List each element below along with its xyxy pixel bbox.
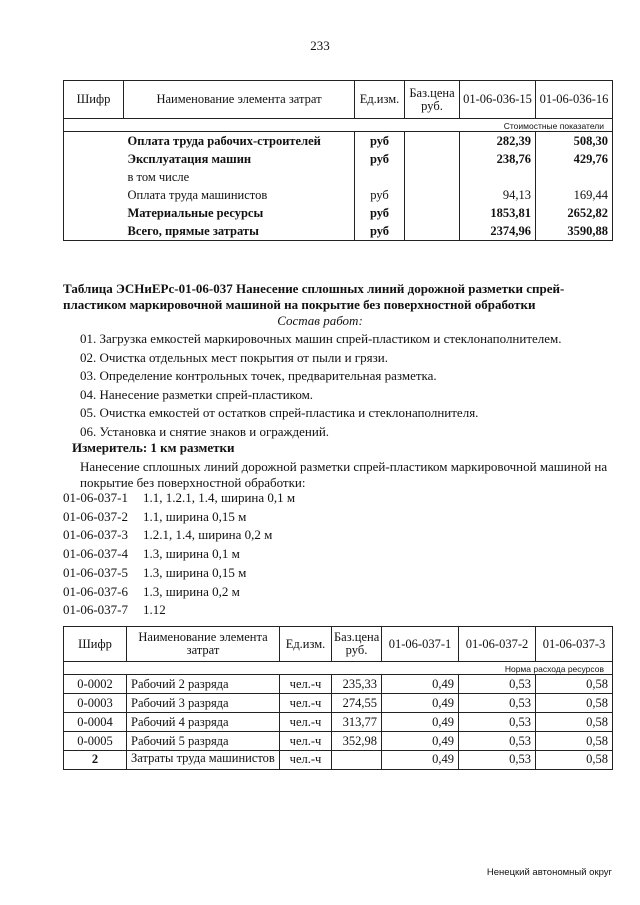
- cell-col-b: 0,53: [459, 751, 536, 770]
- cell-col-c: 0,58: [536, 713, 613, 732]
- cell-empty: [64, 186, 124, 204]
- table-row: [64, 204, 613, 222]
- cell-code: 0-0005: [64, 732, 127, 751]
- table-row: [64, 713, 613, 732]
- t2-header-col-c: 01-06-037-3: [536, 627, 613, 662]
- cell-col-b: 0,53: [459, 713, 536, 732]
- cell-col-b: 0,53: [459, 732, 536, 751]
- cell-name: Рабочий 5 разряда: [127, 732, 280, 751]
- cell-col-b: 169,44: [536, 186, 613, 204]
- work-item: 04. Нанесение разметки спрей-пластиком.: [80, 386, 314, 402]
- cell-col-b: 429,76: [536, 150, 613, 168]
- t2-header-col-b: 01-06-037-2: [459, 627, 536, 662]
- cell-base-price: [332, 751, 382, 770]
- code-id: 01-06-037-6: [63, 583, 128, 599]
- cell-unit: руб: [355, 132, 405, 151]
- cell-empty: [64, 132, 124, 151]
- cell-base-price: 352,98: [332, 732, 382, 751]
- table-row: [64, 186, 613, 204]
- t1-header-code: Шифр: [64, 81, 124, 119]
- code-id: 01-06-037-1: [63, 490, 128, 505]
- t2-header-col-a: 01-06-037-1: [382, 627, 459, 662]
- code-line: [63, 490, 295, 506]
- footer-region: Ненецкий автономный округ: [486, 867, 612, 878]
- table-row: [64, 222, 613, 241]
- code-id: 01-06-037-5: [63, 564, 128, 580]
- cell-col-a: 238,76: [460, 150, 536, 168]
- cell-col-b: 3590,88: [536, 222, 613, 241]
- table-row: [64, 751, 613, 770]
- description: Нанесение сплошных линий дорожной разметки спрей-пластиком маркировочной машиной на покрытие без поверхностной обработки:: [80, 459, 608, 490]
- code-id: 01-06-037-4: [63, 546, 128, 562]
- work-item: 01. Загрузка емкостей маркировочных машин спрей-пластиком и стеклонаполнителем.: [80, 331, 562, 346]
- t1-note: Стоимостные показатели: [64, 119, 613, 132]
- resource-norms-table: [63, 626, 613, 770]
- measurer: Измеритель: 1 км разметки: [72, 440, 235, 455]
- code-line: [63, 602, 166, 618]
- cell-col-c: 0,58: [536, 694, 613, 713]
- code-line: [63, 584, 240, 600]
- t2-note: Норма расхода ресурсов: [64, 662, 613, 675]
- cell-name: в том числе: [124, 168, 355, 186]
- code-desc: 1.1, 1.2.1, 1.4, ширина 0,1 м: [143, 490, 296, 505]
- cell-col-a: 94,13: [460, 186, 536, 204]
- section-title: Таблица ЭСНиЕРс-01-06-037 Нанесение сплошных линий дорожной разметки спрей-пластиком маркировочной машиной на покрытие без поверхностной обработки: [63, 281, 565, 312]
- cell-base-price: [405, 204, 460, 222]
- composition-heading: Состав работ:: [277, 313, 363, 328]
- code-id: 01-06-037-7: [63, 602, 128, 618]
- cell-base-price: 313,77: [332, 713, 382, 732]
- work-item: 02. Очистка отдельных мест покрытия от пыли и грязи.: [80, 349, 388, 365]
- cell-col-a: 1853,81: [460, 204, 536, 222]
- cell-unit: чел.-ч: [280, 751, 332, 770]
- code-desc: 1.3, ширина 0,1 м: [143, 546, 240, 562]
- cell-col-c: 0,58: [536, 675, 613, 694]
- t2-header-base-price: Баз.цена руб.: [332, 627, 382, 662]
- t1-header-base-price: Баз.цена руб.: [405, 81, 460, 119]
- cell-base-price: [405, 132, 460, 151]
- cell-code: 0-0003: [64, 694, 127, 713]
- t2-header-code: Шифр: [64, 627, 127, 662]
- code-desc: 1.2.1, 1.4, ширина 0,2 м: [143, 527, 273, 543]
- cell-base-price: [405, 186, 460, 204]
- cell-unit: руб: [355, 222, 405, 241]
- code-line: [63, 527, 272, 543]
- t1-header-unit: Ед.изм.: [355, 81, 405, 119]
- cell-empty: [64, 204, 124, 222]
- cell-unit: чел.-ч: [280, 694, 332, 713]
- cell-col-b: 0,53: [459, 675, 536, 694]
- code-line: [63, 546, 240, 562]
- work-item: 03. Определение контрольных точек, предварительная разметка.: [80, 368, 437, 383]
- table-row: [64, 168, 613, 186]
- cell-base-price: [405, 222, 460, 241]
- cell-col-a: 0,49: [382, 751, 459, 770]
- code-desc: 1.3, ширина 0,15 м: [143, 564, 247, 580]
- table-row: [64, 675, 613, 694]
- cost-indicators-table: [63, 80, 613, 241]
- cell-code: 2: [64, 751, 127, 770]
- cell-col-a: 0,49: [382, 732, 459, 751]
- cell-name: Затраты труда машинистов: [127, 751, 280, 770]
- cell-code: 0-0004: [64, 713, 127, 732]
- work-item: 05. Очистка емкостей от остатков спрей-пластика и стеклонаполнителя.: [80, 405, 479, 420]
- cell-name: Рабочий 2 разряда: [127, 675, 280, 694]
- cell-unit: чел.-ч: [280, 713, 332, 732]
- cell-col-a: 0,49: [382, 675, 459, 694]
- t1-header-col-b: 01-06-036-16: [536, 81, 613, 119]
- cell-unit: [355, 168, 405, 186]
- code-line: [63, 565, 246, 581]
- cell-col-a: 0,49: [382, 694, 459, 713]
- cell-col-b: 2652,82: [536, 204, 613, 222]
- cell-name: Всего, прямые затраты: [124, 222, 355, 241]
- cell-unit: руб: [355, 186, 405, 204]
- cell-name: Оплата труда машинистов: [124, 186, 355, 204]
- cell-col-b: 0,53: [459, 694, 536, 713]
- cell-col-c: 0,58: [536, 732, 613, 751]
- cell-unit: чел.-ч: [280, 675, 332, 694]
- t2-header-unit: Ед.изм.: [280, 627, 332, 662]
- cell-col-a: 0,49: [382, 713, 459, 732]
- cell-code: 0-0002: [64, 675, 127, 694]
- code-desc: 1.3, ширина 0,2 м: [143, 583, 240, 599]
- cell-unit: руб: [355, 204, 405, 222]
- table-row: [64, 732, 613, 751]
- cell-col-a: [460, 168, 536, 186]
- cell-empty: [64, 222, 124, 241]
- cell-base-price: 274,55: [332, 694, 382, 713]
- code-id: 01-06-037-2: [63, 508, 128, 524]
- cell-empty: [64, 168, 124, 186]
- cell-col-a: 2374,96: [460, 222, 536, 241]
- code-id: 01-06-037-3: [63, 527, 128, 543]
- cell-col-b: [536, 168, 613, 186]
- cell-name: Эксплуатация машин: [124, 150, 355, 168]
- cell-unit: чел.-ч: [280, 732, 332, 751]
- cell-base-price: [405, 150, 460, 168]
- table-row: [64, 694, 613, 713]
- cell-name: Рабочий 4 разряда: [127, 713, 280, 732]
- cell-base-price: 235,33: [332, 675, 382, 694]
- code-line: [63, 509, 246, 525]
- cell-empty: [64, 150, 124, 168]
- t2-header-name: Наименование элемента затрат: [127, 627, 280, 662]
- code-desc: 1.1, ширина 0,15 м: [143, 508, 247, 524]
- cell-name: Материальные ресурсы: [124, 204, 355, 222]
- work-item: 06. Установка и снятие знаков и ограждений.: [80, 423, 330, 439]
- t1-header-name: Наименование элемента затрат: [124, 81, 355, 119]
- t1-header-col-a: 01-06-036-15: [460, 81, 536, 119]
- table-row: [64, 132, 613, 151]
- cell-unit: руб: [355, 150, 405, 168]
- table-row: [64, 150, 613, 168]
- cell-name: Оплата труда рабочих-строителей: [124, 132, 355, 151]
- code-desc: 1.12: [143, 602, 166, 618]
- cell-col-c: 0,58: [536, 751, 613, 770]
- cell-col-b: 508,30: [536, 132, 613, 151]
- cell-col-a: 282,39: [460, 132, 536, 151]
- cell-name: Рабочий 3 разряда: [127, 694, 280, 713]
- cell-base-price: [405, 168, 460, 186]
- page-number: 233: [310, 38, 330, 53]
